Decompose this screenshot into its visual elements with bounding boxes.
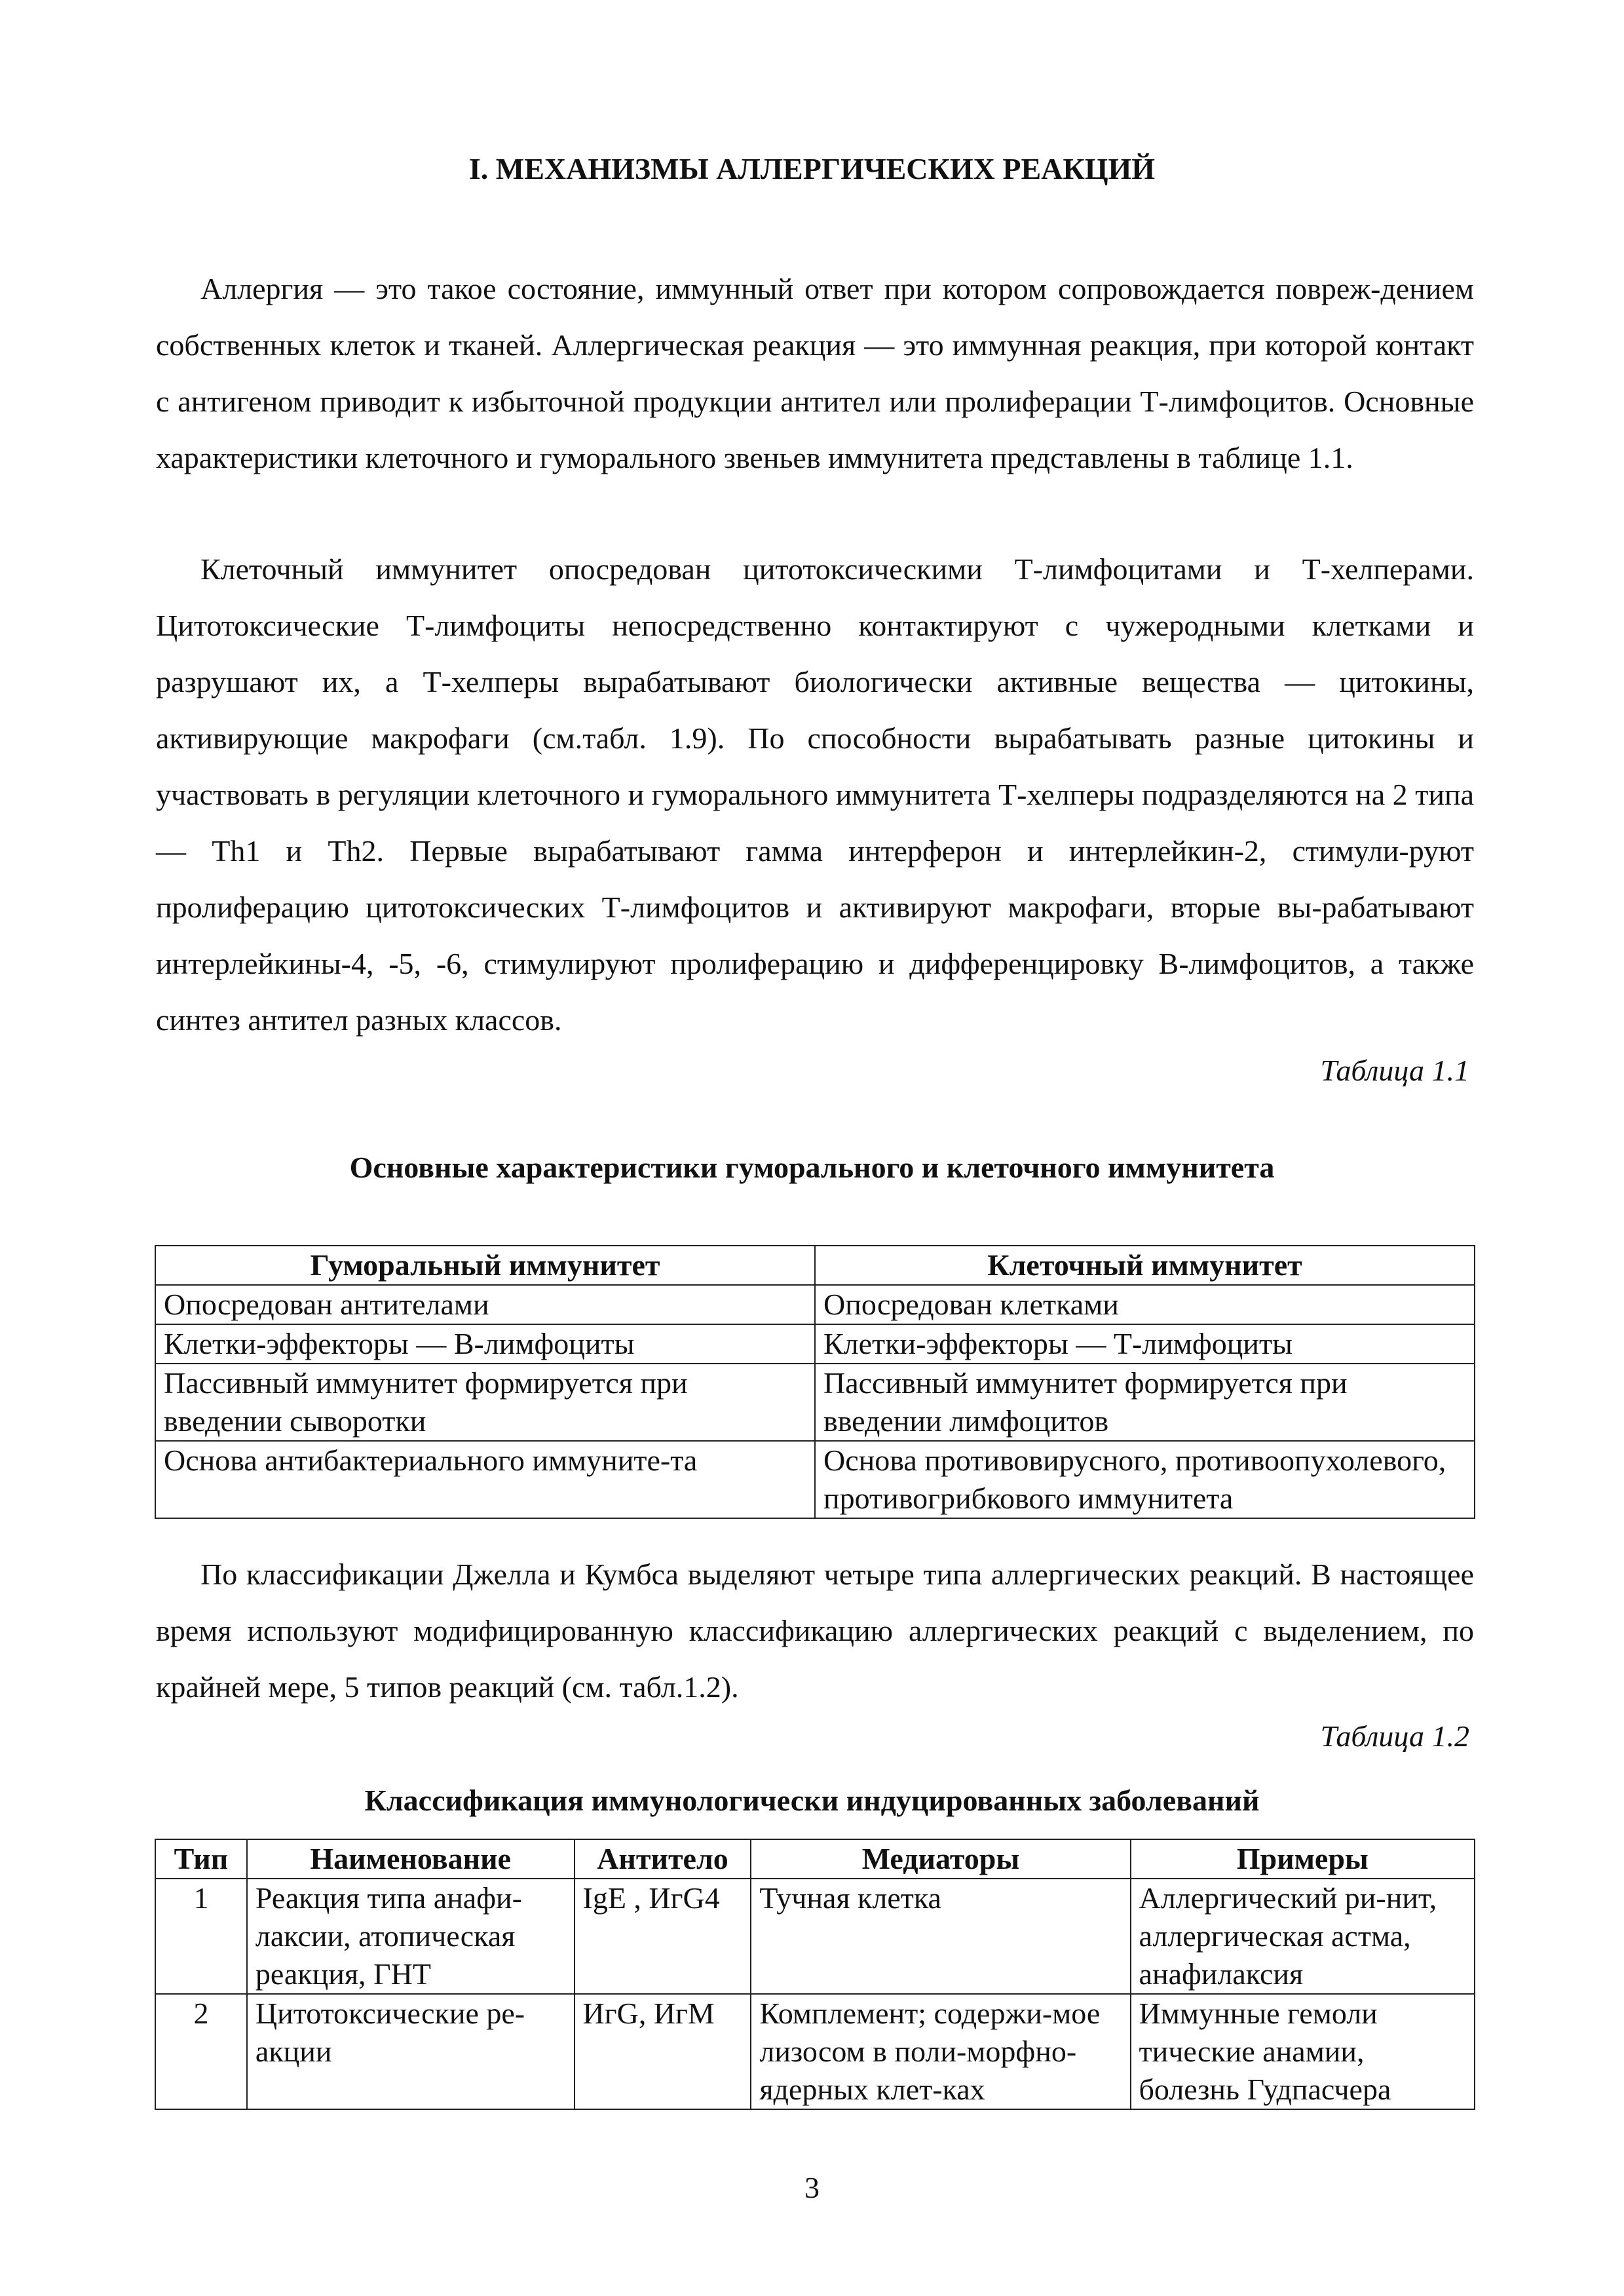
table-cell: 1 (155, 1879, 247, 1994)
column-header: Наименование (247, 1839, 575, 1879)
column-header: Медиаторы (751, 1839, 1130, 1879)
table-cell: Комплемент; содержи-мое лизосом в поли-морфно-ядерных клет-ках (751, 1994, 1130, 2109)
table-cell: Основа антибактериального иммуните-та (155, 1441, 815, 1518)
table-header-row (155, 1246, 1475, 1285)
classification-table (155, 1839, 1475, 2110)
table-row (155, 1879, 1475, 1994)
paragraph-2: Клеточный иммунитет опосредован цитотоксическими Т-лимфоцитами и Т-хелперами. Цитотоксические Т-лимфоциты непосредственно контактируют с чужеродными клетками и разрушают их, а Т-хелперы вырабатывают биологически активные вещества — цитокины, активирующие макрофаги (см.табл. 1.9). По способности вырабатывать разные цитокины и участвовать в регуляции клеточного и гуморального иммунитета Т-хелперы подразделяются на 2 типа — Th1 и Th2. Первые вырабатывают гамма интерферон и интерлейкин-2, стимули-руют пролиферацию цитотоксических Т-лимфоцитов и активируют макрофаги, вторые вы-рабатывают интерлейкины-4, -5, -6, стимулируют пролиферацию и дифференцировку В-лимфоцитов, а также синтез антител разных классов. (156, 552, 1474, 1037)
column-header: Клеточный иммунитет (815, 1246, 1475, 1285)
table-2-label: Таблица 1.2 (1320, 1719, 1469, 1753)
table-1-label: Таблица 1.1 (1320, 1054, 1469, 1087)
table-cell: Пассивный иммунитет формируется при введении сыворотки (155, 1364, 815, 1441)
column-header: Примеры (1131, 1839, 1475, 1879)
table-cell: Клетки-эффекторы — Т-лимфоциты (815, 1324, 1475, 1364)
table-1-title: Основные характеристики гуморального и клеточного иммунитета (349, 1151, 1275, 1184)
table-cell: Опосредован антителами (155, 1285, 815, 1324)
column-header: Антитело (575, 1839, 751, 1879)
page-number: 3 (804, 2171, 820, 2204)
paragraph-1: Аллергия — это такое состояние, иммунный ответ при котором сопровождается повреж-дением собственных клеток и тканей. Аллергическая реакция — это иммунная реакция, при которой контакт с антигеном приводит к избыточной продукции антител или пролиферации Т-лимфоцитов. Основные характеристики клеточного и гуморального звеньев иммунитета представлены в таблице 1.1. (156, 272, 1474, 474)
table-cell: Аллергический ри-нит, аллергическая астма, анафилаксия (1131, 1879, 1475, 1994)
table-row (155, 1364, 1475, 1441)
table-2-title: Классификация иммунологически индуцированных заболеваний (364, 1784, 1260, 1817)
table-cell: Реакция типа анафи-лаксии, атопическая реакция, ГНТ (247, 1879, 575, 1994)
table-row (155, 1324, 1475, 1364)
paragraph-3: По классификации Джелла и Кумбса выделяют четыре типа аллергических реакций. В настоящее время используют модифицированную классификацию аллергических реакций с выделением, по крайней мере, 5 типов реакций (см. табл.1.2). (156, 1558, 1474, 1704)
table-cell: IgE , ИгG4 (575, 1879, 751, 1994)
table-row (155, 1441, 1475, 1518)
table-header-row (155, 1839, 1475, 1879)
column-header: Гуморальный иммунитет (155, 1246, 815, 1285)
column-header: Тип (155, 1839, 247, 1879)
table-cell: 2 (155, 1994, 247, 2109)
table-cell: Пассивный иммунитет формируется при введении лимфоцитов (815, 1364, 1475, 1441)
chapter-heading: I. МЕХАНИЗМЫ АЛЛЕРГИЧЕСКИХ РЕАКЦИЙ (468, 152, 1156, 185)
table-cell: Основа противовирусного, противоопухолевого, противогрибкового иммунитета (815, 1441, 1475, 1518)
table-cell: Клетки-эффекторы — В-лимфоциты (155, 1324, 815, 1364)
table-cell: Опосредован клетками (815, 1285, 1475, 1324)
table-row (155, 1285, 1475, 1324)
table-cell: Тучная клетка (751, 1879, 1130, 1994)
table-cell: Иммунные гемоли тические анамии, болезнь Гудпасчера (1131, 1994, 1475, 2109)
table-cell: ИгG, ИгМ (575, 1994, 751, 2109)
humoral-cellular-table (155, 1245, 1475, 1519)
table-cell: Цитотоксические ре-акции (247, 1994, 575, 2109)
table-row (155, 1994, 1475, 2109)
